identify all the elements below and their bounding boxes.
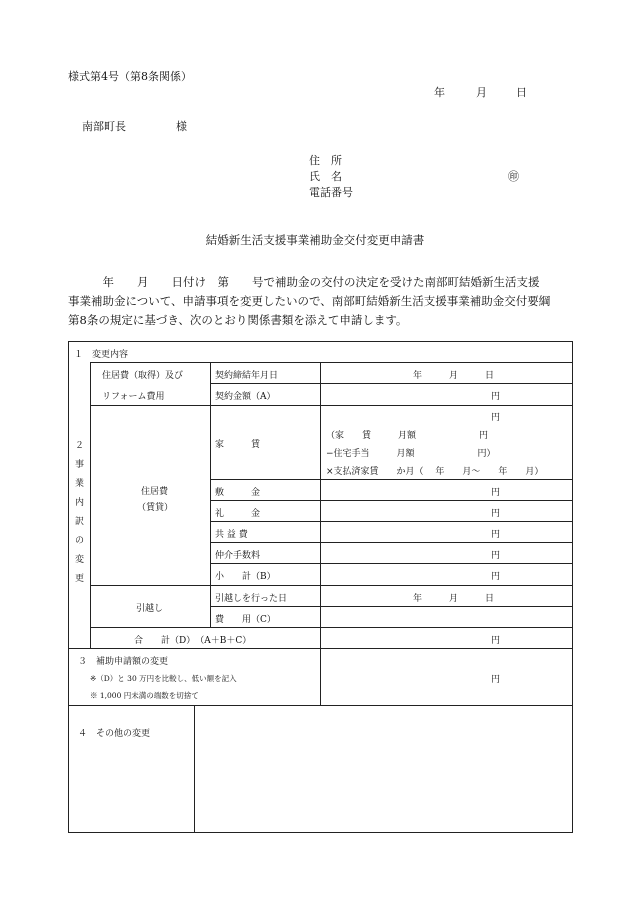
moving-category: 引越し bbox=[136, 604, 164, 614]
intro-line-1: 年 月 日付け 第 号で補助金の交付の決定を受けた南部町結婚新生活支援 bbox=[68, 275, 540, 289]
housing-purchase-category-1: 住居費（取得）及び bbox=[102, 371, 184, 381]
date-month-label: 月 bbox=[476, 86, 487, 99]
agent-fee-unit: 円 bbox=[491, 551, 501, 561]
applicant-name-label: 氏 名 bbox=[309, 170, 342, 183]
section3-title: ３ 補助申請額の変更 bbox=[78, 657, 169, 667]
subtotal-label: 小 計（B） bbox=[215, 572, 276, 582]
honorific: 様 bbox=[176, 120, 187, 133]
common-fee-unit: 円 bbox=[491, 530, 501, 540]
agent-fee-label: 仲介手数料 bbox=[215, 551, 261, 561]
key-money-unit: 円 bbox=[491, 509, 501, 519]
move-date-label: 引越しを行った日 bbox=[215, 594, 288, 604]
section1-title: １ 変更内容 bbox=[74, 350, 129, 360]
intro-line-2: 事業補助金について、申請事項を変更したいので、南部町結婚新生活支援事業補助金交付要綱 bbox=[68, 294, 551, 308]
key-money-label: 礼 金 bbox=[215, 509, 261, 519]
section2-char-7: 変 bbox=[75, 555, 85, 565]
contract-amount-label: 契約金額（A） bbox=[215, 392, 276, 402]
section2-char-3: 業 bbox=[75, 479, 85, 489]
rent-detail-3: ×支払済家賃 か月（ 年 月〜 年 月） bbox=[326, 467, 544, 477]
move-date-value: 年 月 日 bbox=[413, 594, 495, 604]
section3-unit: 円 bbox=[491, 675, 501, 685]
applicant-address-label: 住 所 bbox=[309, 154, 342, 167]
deposit-label: 敷 金 bbox=[215, 488, 261, 498]
date-day-label: 日 bbox=[516, 86, 527, 99]
total-label: 合 計（D） （A＋B＋C） bbox=[134, 636, 252, 646]
subtotal-unit: 円 bbox=[491, 572, 501, 582]
document-title: 結婚新生活支援事業補助金交付変更申請書 bbox=[205, 233, 425, 247]
contract-amount-unit: 円 bbox=[491, 392, 501, 402]
section3-note-2: ※ 1,000 円未満の端数を切捨て bbox=[90, 691, 199, 700]
rent-label: 家 賃 bbox=[215, 440, 261, 450]
intro-line-3: 第8条の規定に基づき、次のとおり関係書類を添えて申請します。 bbox=[68, 313, 408, 327]
date-year-label: 年 bbox=[434, 86, 445, 99]
section3-note-1: ※（D）と 30 万円を比較し、低い額を記入 bbox=[90, 674, 237, 683]
contract-date-label: 契約締結年月日 bbox=[215, 371, 279, 381]
total-unit: 円 bbox=[491, 636, 501, 646]
applicant-phone-label: 電話番号 bbox=[309, 186, 353, 199]
rent-unit-1: 円 bbox=[491, 413, 501, 423]
section2-char-4: 内 bbox=[75, 498, 85, 508]
rent-detail-1: （家 賃 月額 円 bbox=[326, 431, 489, 441]
deposit-unit: 円 bbox=[491, 488, 501, 498]
section2-char-1: ２ bbox=[75, 441, 85, 451]
seal-mark: ㊞ bbox=[508, 170, 519, 183]
housing-rent-category-1: 住居費 bbox=[141, 487, 169, 497]
form-number: 様式第4号（第8条関係） bbox=[68, 70, 192, 83]
housing-rent-category-2: （賃貸） bbox=[137, 503, 174, 513]
section2-char-6: の bbox=[75, 536, 85, 546]
moving-cost-label: 費 用（C） bbox=[215, 615, 276, 625]
section4-title: ４ その他の変更 bbox=[78, 729, 151, 739]
common-fee-label: 共 益 費 bbox=[215, 530, 248, 540]
housing-purchase-category-2: リフォーム費用 bbox=[102, 392, 165, 402]
rent-detail-2: −住宅手当 月額 円） bbox=[326, 449, 496, 459]
addressee: 南部町長 bbox=[82, 120, 126, 133]
contract-date-value: 年 月 日 bbox=[413, 371, 495, 381]
section2-char-8: 更 bbox=[75, 574, 85, 584]
section2-char-2: 事 bbox=[75, 460, 85, 470]
section2-char-5: 訳 bbox=[75, 517, 85, 527]
